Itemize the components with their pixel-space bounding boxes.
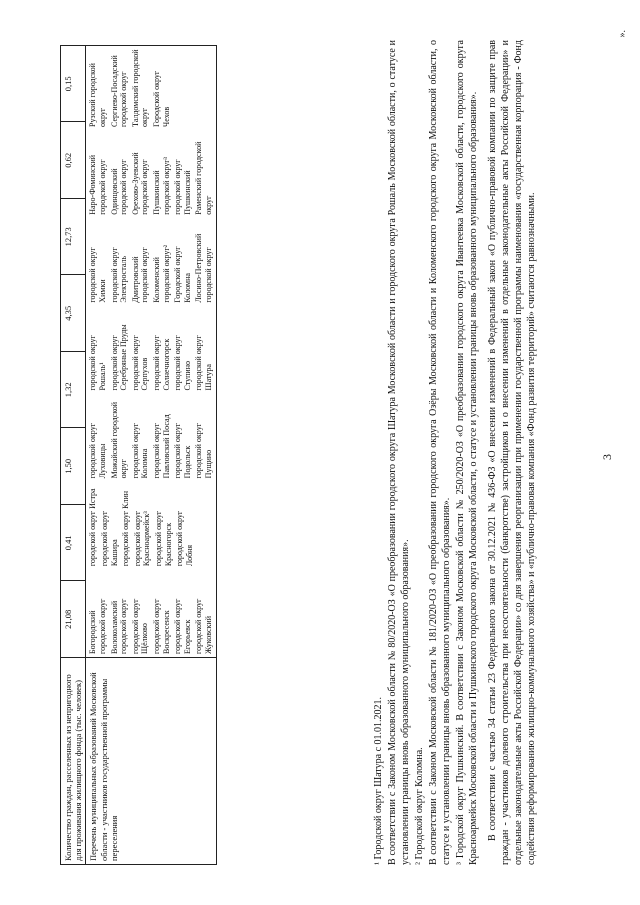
page-number: 3 xyxy=(600,454,614,460)
municipality-item: городской округ Кашира xyxy=(99,510,119,567)
municipality-item: городской округ Химки xyxy=(88,247,107,303)
footnotes-block xyxy=(372,40,539,865)
corner-mark: ». xyxy=(617,30,628,38)
municipality-item: городской округ Павловский Посад xyxy=(151,414,171,479)
municipality-item: городской округ Щёлково xyxy=(130,598,150,654)
municipality-item: городской округ Воскресенск xyxy=(151,598,171,654)
municipality-item: городской округ Лобня xyxy=(175,510,194,567)
footnote-1-text: В соответствии с Законом Московской области № 80/2020-ОЗ «О преобразовании городского округа Шатура Московской области и городского округа Рошаль Московской области, о статусе и установлении границы вновь образованного муниципального образования». xyxy=(387,40,411,865)
footnote-1: ¹ Городской округ Шатура с 01.01.2021. xyxy=(373,696,384,865)
municipality-item: городской округ Жуковский xyxy=(194,598,213,654)
municipality-item: городской округ Серебряные Пруды xyxy=(109,324,129,391)
municipality-item: Рузский городской округ xyxy=(88,63,107,127)
table-cell: 12,73 xyxy=(61,199,86,276)
municipality-item: городской округ Краснoармейск³ xyxy=(132,510,152,567)
municipality-list-cell xyxy=(86,46,216,658)
table-row xyxy=(86,46,216,865)
footnote-3: ³ Городской округ Пушкинский. В соответствии с Законом Московской области № 250/2020-ОЗ «О преобразовании городского округа Ивантеевка Московской области, городского округа Красноармейск Московской области и Пушкинского городского округа Московской области, о статусе и установлении границы вновь образованного муниципального образования». xyxy=(455,40,479,865)
table-cell: 21,08 xyxy=(61,581,86,658)
municipality-item: Одинцовский городской округ xyxy=(109,159,129,215)
municipality-item: городской округ Егорьевск xyxy=(173,598,192,654)
row-label-residents: Количество граждан, расселенных из непригодного для проживания жилищного фонда (тыс. человек) xyxy=(61,658,86,865)
municipality-item: Раменский городской округ xyxy=(194,141,213,215)
municipality-item: городской округ Ступино xyxy=(173,335,192,391)
municipality-item: Можайский городской округ xyxy=(109,402,129,479)
table-cell: 0,15 xyxy=(61,46,86,123)
municipality-item: городской округ Рошаль¹ xyxy=(88,335,107,391)
table-row xyxy=(61,46,86,865)
municipality-item: Богородский городской округ xyxy=(88,598,107,654)
resettlement-table xyxy=(60,45,217,865)
municipality-item: городской округ Электросталь xyxy=(109,247,129,303)
footnote-2-text: В соответствии с Законом Московской области № 181/2020-ОЗ «О преобразовании городского округа Озёры Московской области и Коломенского городского округа Московской области, о статусе и установлении границы вновь образованного муниципального образования». xyxy=(428,40,452,865)
row-label-municipalities: Перечень муниципальных образований Московской области - участников государственной программы переселения xyxy=(86,658,216,865)
municipality-item: городской округ Пушкинский xyxy=(173,159,192,215)
municipality-item: городской округ Коломна xyxy=(130,423,150,479)
municipality-item: Сергиево-Посадский городской округ xyxy=(109,55,129,127)
municipality-item: Городской округ Чехов xyxy=(151,70,171,127)
municipality-item: Орехово-Зуевский городской округ xyxy=(130,152,150,215)
municipality-item: городской округ Истра xyxy=(88,488,98,567)
municipality-item: Городской округ Коломна xyxy=(173,246,192,303)
municipality-item: городской округ Клин xyxy=(121,490,131,567)
municipality-item: городской округ Шатура xyxy=(194,335,213,391)
municipality-item: Волоколамский городской округ xyxy=(109,598,129,654)
municipality-item: городской округ Луховицы xyxy=(88,423,107,479)
footnote-2: ² Городской округ Коломна. xyxy=(414,747,425,865)
municipality-item: Коломенский городской округ² xyxy=(151,244,171,303)
body-paragraph: В соответствии с частью 34 статьи 23 Федерального закона от 30.12.2021 № 436-ФЗ «О внесении изменений в Федеральный закон «О публично-правовой компании по защите прав граждан - участников долевого строительства при несостоятельности (банкротстве) застройщиков и о внесении изменений в отдельные законодательные акты Российской Федерации» и отдельные законодательные акты Российской Федерации» со дня завершения реорганизации при применении государственной программы наименования «государственная корпорация - Фонд содействия реформированию жилищно-коммунального хозяйства» и «публично-правовая компания «Фонд развития территорий» считаются равнозначными. xyxy=(487,40,537,865)
municipality-item: городской округ Солнечногорск xyxy=(151,335,171,391)
table-cell: 4,35 xyxy=(61,275,86,352)
municipality-item: Лосино-Петровский городской округ xyxy=(194,233,213,303)
table-cell: 0,62 xyxy=(61,122,86,199)
municipality-item: городской округ Пущино xyxy=(194,423,213,479)
table-cell: 1,50 xyxy=(61,428,86,505)
table-cell: 1,32 xyxy=(61,352,86,429)
table-cell: 0,41 xyxy=(61,505,86,582)
municipality-item: городской округ Серпухов xyxy=(130,335,150,391)
municipality-list xyxy=(88,49,213,654)
municipality-item: городской округ Красногорск xyxy=(153,510,173,567)
municipality-item: Пушкинский городской округ³ xyxy=(151,157,171,215)
municipality-item: Наро-Фоминский городской округ xyxy=(88,154,107,215)
municipality-item: Дмитровский городской округ xyxy=(130,247,150,303)
municipality-item: Талдомский городской округ xyxy=(130,49,150,127)
municipality-item: городской округ Подольск xyxy=(173,423,192,479)
